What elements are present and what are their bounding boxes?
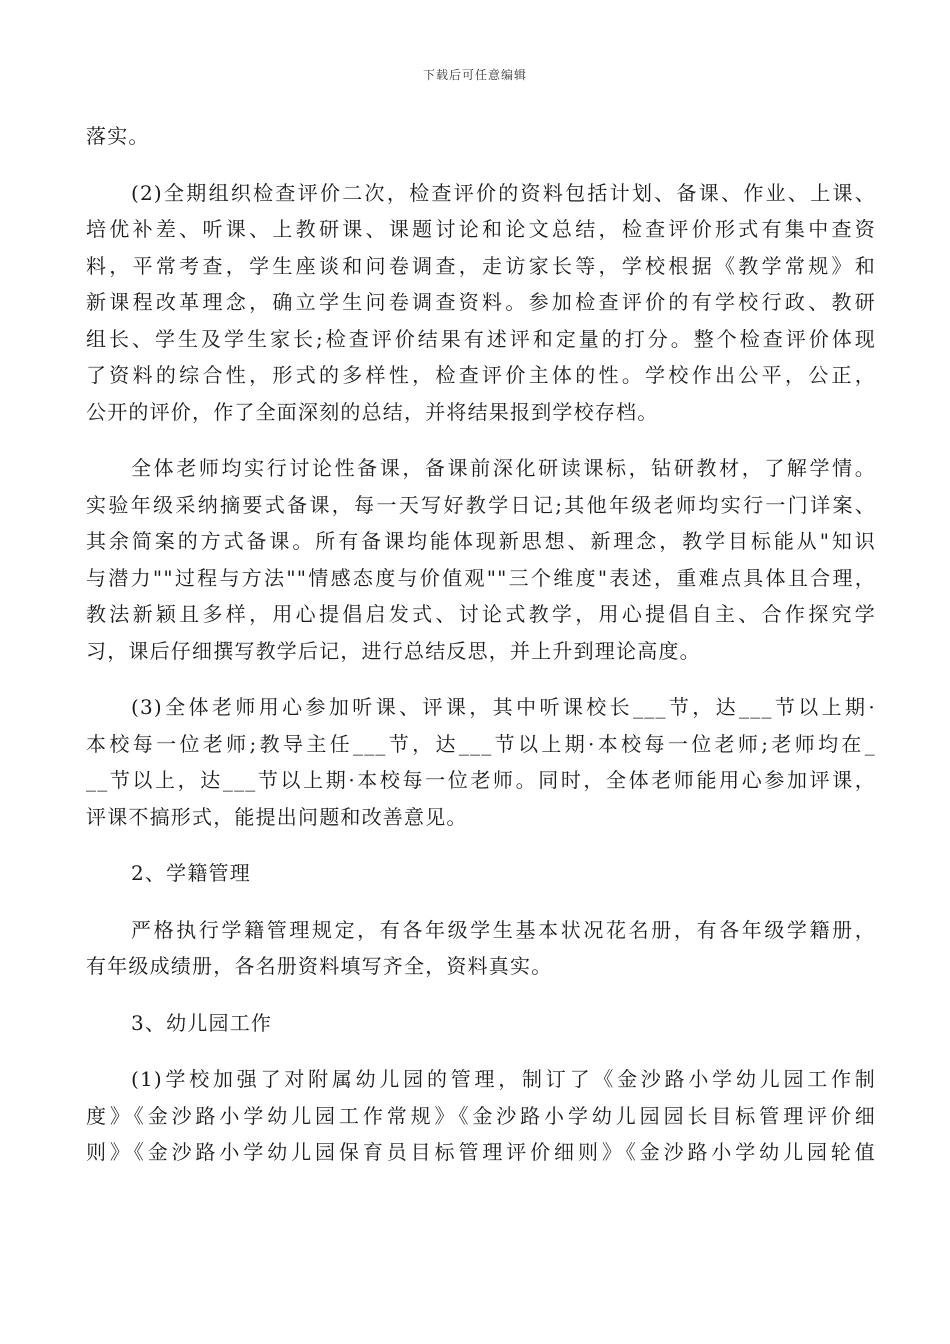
text-line: 实验年级采纳摘要式备课，每一天写好教学日记;其他年级老师均实行一门详案、 [86, 492, 876, 517]
paragraph-gap [86, 430, 876, 450]
text-line: 本校每一位老师;教导主任___节，达___节以上期·本校每一位老师;老师均在_ [86, 731, 876, 756]
text-line: (2)全期组织检查评价二次，检查评价的资料包括计划、备课、作业、上课、 [131, 180, 876, 205]
text-line: 料，平常考查，学生座谈和问卷调查，走访家长等，学校根据《教学常规》和 [86, 253, 876, 278]
paragraph [86, 1005, 876, 1042]
paragraph-gap [86, 669, 876, 689]
paragraph [86, 175, 876, 431]
text-line: 评课不搞形式，能提出问题和改善意见。 [86, 804, 468, 829]
paragraph-gap [86, 835, 876, 855]
paragraph [86, 118, 876, 155]
paragraph-gap [86, 892, 876, 912]
paragraph-gap [86, 1041, 876, 1061]
text-line: __节以上，达___节以上期·本校每一位老师。同时，全体老师能用心参加评课， [86, 768, 876, 792]
paragraph [86, 855, 876, 892]
text-line: 其余简案的方式备课。所有备课均能体现新思想、新理念，教学目标能从"知识 [86, 529, 876, 553]
text-line: 培优补差、听课、上教研课、课题讨论和论文总结，检查评价形式有集中查资 [86, 217, 876, 241]
text-line: 习，课后仔细撰写教学后记，进行总结反思，并上升到理论高度。 [86, 638, 701, 663]
text-line: 新课程改革理念，确立学生问卷调查资料。参加检查评价的有学校行政、教研 [86, 290, 876, 314]
text-line: 3、幼儿园工作 [131, 1010, 273, 1035]
paragraph [86, 912, 876, 985]
paragraph-gap [86, 155, 876, 175]
paragraph [86, 450, 876, 669]
text-line: (1)学校加强了对附属幼儿园的管理，制订了《金沙路小学幼儿园工作制 [131, 1067, 876, 1091]
document-body [86, 118, 876, 1171]
text-line: 落实。 [86, 124, 150, 148]
text-line: 2、学籍管理 [131, 861, 251, 885]
text-line: 全体老师均实行讨论性备课，备课前深化研读课标，钻研教材，了解学情。 [131, 456, 876, 480]
text-line: (3)全体老师用心参加听课、评课，其中听课校长___节，达___节以上期· [131, 695, 876, 719]
text-line: 教法新颖且多样，用心提倡启发式、讨论式教学，用心提倡自主、合作探究学 [86, 602, 876, 626]
text-line: 则》《金沙路小学幼儿园保育员目标管理评价细则》《金沙路小学幼儿园轮值 [86, 1140, 876, 1164]
paragraph-gap [86, 985, 876, 1005]
text-line: 严格执行学籍管理规定，有各年级学生基本状况花名册，有各年级学籍册， [131, 917, 876, 942]
text-line: 与潜力""过程与方法""情感态度与价值观""三个维度"表述，重难点具体且合理， [86, 565, 876, 590]
text-line: 了资料的综合性，形式的多样性，检查评价主体的性。学校作出公平，公正， [86, 363, 876, 387]
paragraph [86, 689, 876, 835]
text-line: 有年级成绩册，各名册资料填写齐全，资料真实。 [86, 954, 553, 978]
text-line: 度》《金沙路小学幼儿园工作常规》《金沙路小学幼儿园园长目标管理评价细 [86, 1103, 876, 1128]
text-line: 公开的评价，作了全面深刻的总结，并将结果报到学校存档。 [86, 399, 659, 424]
paragraph [86, 1061, 876, 1171]
page-header: 下载后可任意编辑 [422, 68, 527, 82]
text-line: 组长、学生及学生家长;检查评价结果有述评和定量的打分。整个检查评价体现 [86, 326, 876, 351]
